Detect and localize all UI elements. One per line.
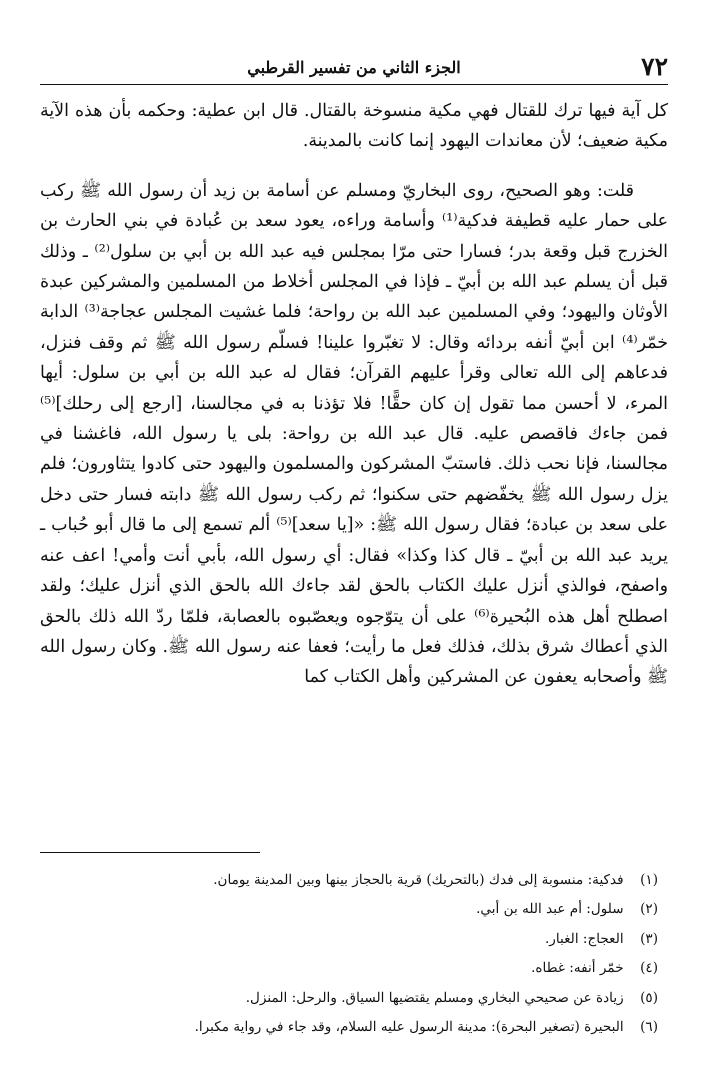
- body-text: [40, 96, 668, 693]
- footnote-text: خمّر أنفه: غطاه.: [531, 960, 624, 977]
- footnote-item: [40, 984, 658, 1013]
- footnote-number: (١): [640, 872, 658, 888]
- footnote-text: سلول: أم عبد الله بن أبي.: [476, 901, 624, 918]
- footnotes-list: [40, 866, 658, 1042]
- footnote-text: فدكية: منسوبة إلى فدك (بالتحريك) قرية بالحجاز بينها وبين المدينة يومان.: [213, 872, 624, 888]
- footnote-text: البحيرة (تصغير البحرة): مدينة الرسول عليه السلام، وقد جاء في رواية مكبرا.: [194, 1019, 624, 1036]
- main-paragraph: قلت: وهو الصحيح، روى البخاريّ ومسلم عن أسامة بن زيد أن رسول الله ﷺ ركب على حمار عليه قطيفة فدكية⁽¹⁾ وأسامة وراءه، يعود سعد بن عُبادة في بني الحارث بن الخزرج قبل وقعة بدر؛ فسارا حتى مرّا بمجلس فيه عبد الله بن أبي بن سلول⁽²⁾ ـ وذلك قبل أن يسلم عبد الله بن أبيّ ـ فإذا في المجلس أخلاط من المسلمين والمشركين عبدة الأوثان واليهود؛ وفي المسلمين عبد الله بن رواحة؛ فلما غشيت المجلس عجاجة⁽³⁾ الدابة خمّر⁽⁴⁾ ابن أبيّ أنفه بردائه وقال: لا تغبّروا علينا! فسلّم رسول الله ﷺ ثم وقف فنزل، فدعاهم إلى الله تعالى وقرأ عليهم القرآن؛ فقال له عبد الله بن أبي بن سلول: أيها المرء، لا أحسن مما تقول إن كان حقًّا! فلا تؤذنا به في مجالسنا، [ارجع إلى رحلك]⁽⁵⁾ فمن جاءك فاقصص عليه. قال عبد الله بن رواحة: بلى يا رسول الله، فاغشنا في مجالسنا، فإنا نحب ذلك. فاستبّ المشركون والمسلمون واليهود حتى كادوا يتثاورون؛ فلم يزل رسول الله ﷺ يخفّضهم حتى سكنوا؛ ثم ركب رسول الله ﷺ دابته فسار حتى دخل على سعد بن عبادة؛ فقال رسول الله ﷺ: «[يا سعد]⁽⁵⁾ ألم تسمع إلى ما قال أبو حُباب ـ يريد عبد الله بن أبيّ ـ قال كذا وكذا» فقال: أي رسول الله، بأبي أنت وأمي! اعف عنه واصفح، فوالذي أنزل عليك الكتاب بالحق لقد جاءك الله بالحق الذي أنزل عليك؛ ولقد اصطلح أهل هذه البُحيرة⁽⁶⁾ على أن يتوّجوه ويعصّبوه بالعصابة، فلمّا ردّ الله ذلك بالحق الذي أعطاك شرق بذلك، فذلك فعل ما رأيت؛ فعفا عنه رسول الله ﷺ. وكان رسول الله ﷺ وأصحابه يعفون عن المشركين وأهل الكتاب كما: [40, 180, 668, 688]
- footnote-number: (٢): [640, 901, 658, 918]
- footnote-number: (٤): [640, 960, 658, 977]
- footnote-item: [40, 866, 658, 895]
- footnote-text: العجاج: الغبار.: [544, 930, 624, 947]
- book-page: [40, 52, 668, 1052]
- footnote-item: [40, 925, 658, 954]
- footnote-number: (٦): [640, 1019, 658, 1036]
- footnote-number: (٣): [640, 930, 658, 947]
- running-title: الجزء الثاني من تفسير القرطبي: [247, 58, 461, 77]
- footnote-item: [40, 954, 658, 983]
- intro-paragraph: كل آية فيها ترك للقتال فهي مكية منسوخة بالقتال. قال ابن عطية: وحكمه بأن هذه الآية مكية ضعيف؛ لأن معاندات اليهود إنما كانت بالمدينة.: [40, 101, 668, 152]
- page-header: [40, 52, 668, 85]
- footnote-divider: [40, 852, 260, 853]
- footnote-number: (٥): [640, 989, 658, 1006]
- page-number: ٧٢: [641, 52, 668, 81]
- footnote-item: [40, 895, 658, 924]
- footnote-text: زيادة عن صحيحي البخاري ومسلم يقتضيها السياق. والرحل: المنزل.: [245, 989, 624, 1006]
- footnote-item: [40, 1013, 658, 1042]
